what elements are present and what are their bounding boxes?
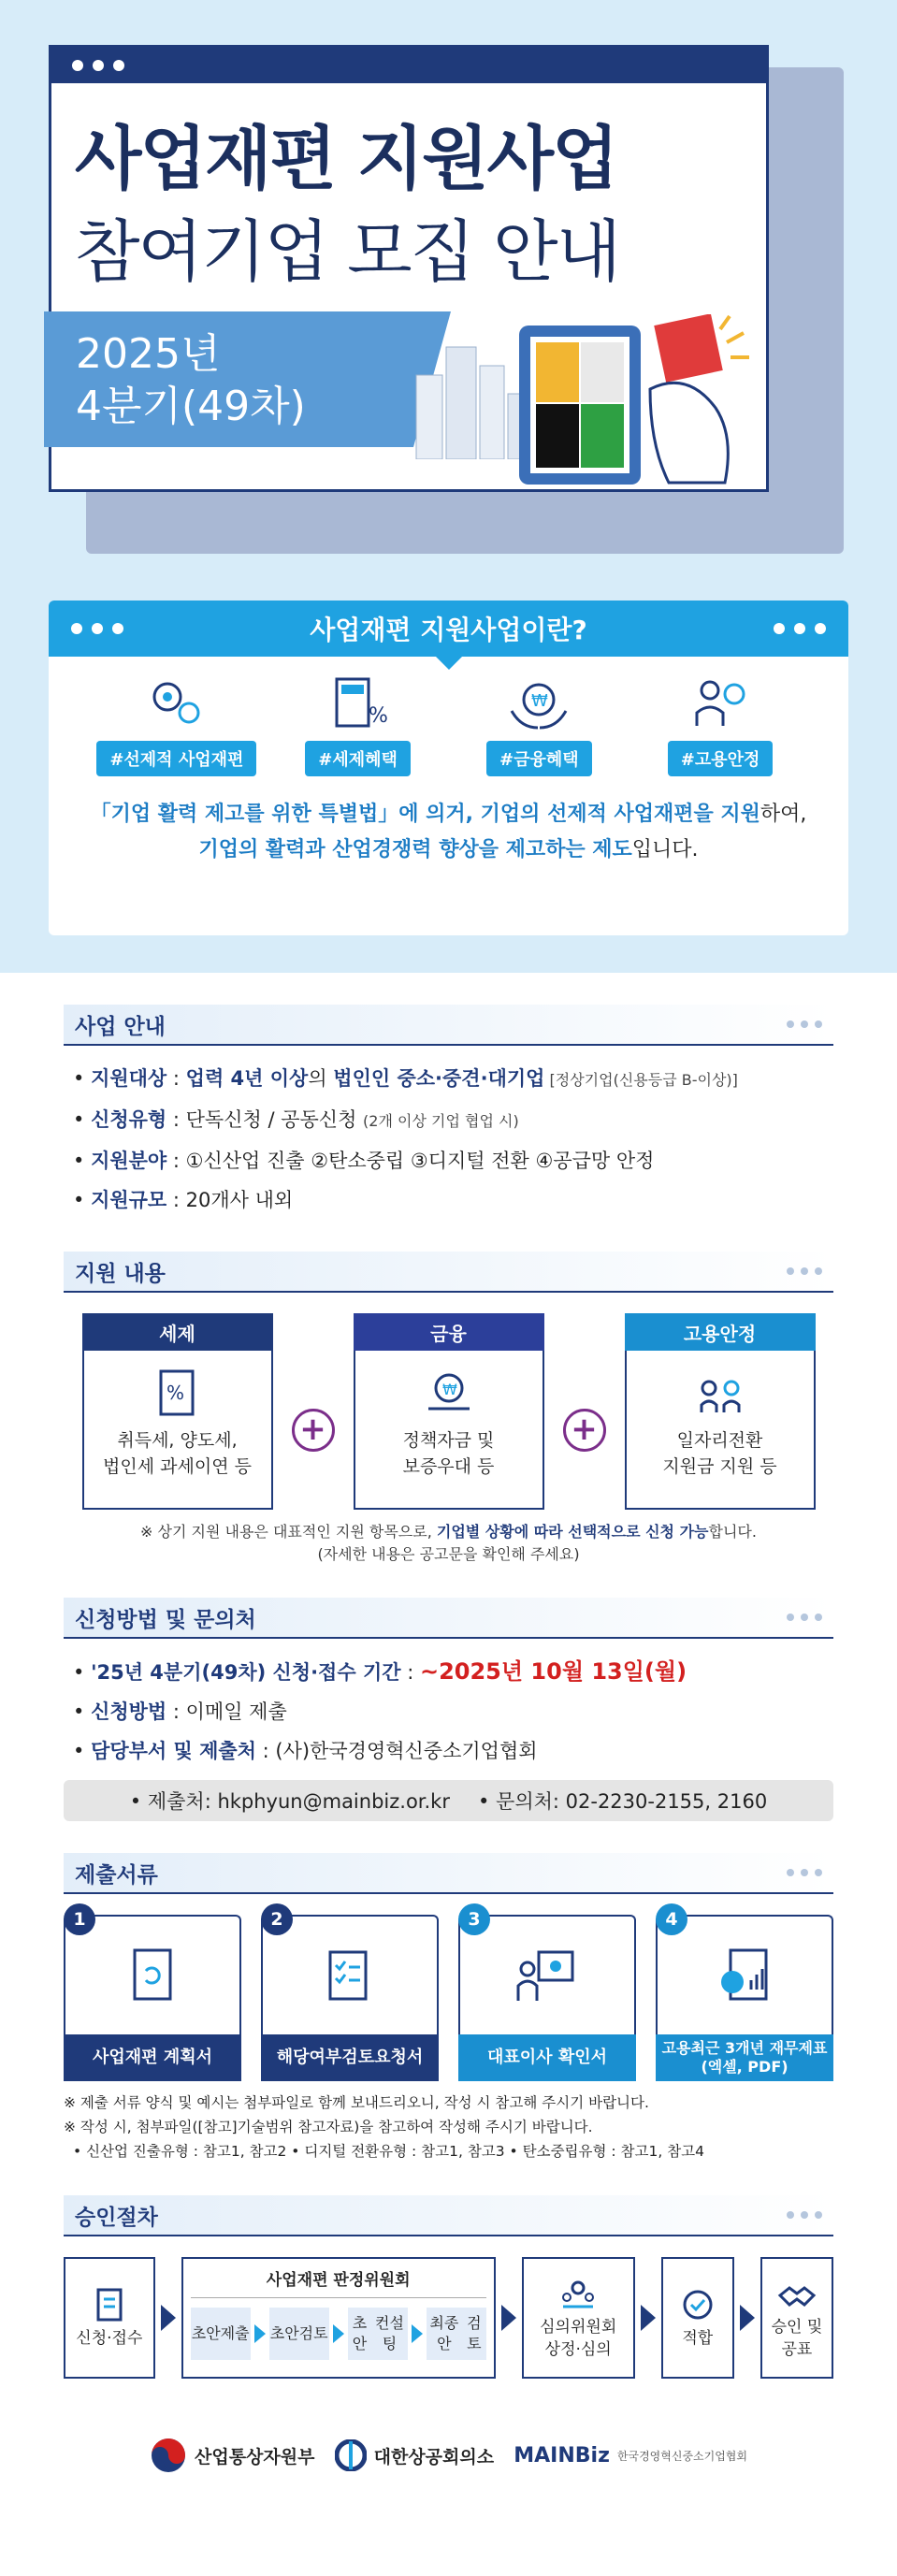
doc-label: 고용최근 3개년 재무제표 (엑셀, PDF) [656,2034,833,2081]
doc-item [458,1909,636,2081]
svg-text:%: % [368,704,388,728]
arrow-icon [740,2305,755,2331]
worker-gear-icon [687,673,753,731]
gears-icon [144,673,210,731]
intro-card [49,601,848,935]
section-process [64,2195,833,2379]
intro-desc-highlight: 기업의 활력과 산업경쟁력 향상을 제고하는 제도 [198,838,632,861]
business-list [64,1046,833,1220]
support-box [625,1351,816,1510]
tag-preemptive [88,673,266,776]
hero-subtitle: 참여기업 모집 안내 [75,212,620,291]
committee-step: 초안 검토 [269,2308,329,2360]
financial-report-icon [712,1943,777,2008]
intro-dots-left [71,623,123,634]
support-text: 지원금 지원 등 [662,1456,777,1477]
chamber-emblem-icon [335,2439,367,2471]
tag-label: #금융혜택 [486,741,592,776]
intro-header [49,601,848,657]
arrow-icon [641,2305,656,2331]
section-support [64,1252,833,1566]
period-quarter: 4분기(49차) [76,383,306,430]
apply-list [64,1639,833,1771]
svg-text:₩: ₩ [441,1381,457,1398]
section-title: 신청방법 및 문의처 [75,1607,256,1632]
money-bag-icon [506,673,571,731]
doc-number: 1 [64,1903,95,1935]
document-refresh-icon [120,1943,185,2008]
header-dots [787,1869,822,1876]
document-hand-icon [89,2286,130,2327]
support-note: ※ 상기 지원 내용은 대표적인 지원 항목으로, 기업별 상황에 따라 선택적으로 신청 가능합니다. (자세한 내용은 공고문을 확인해 주세요) [140,1523,757,1563]
city-skyline-icon [407,328,538,459]
taegeuk-icon [150,2437,187,2474]
people-swap-icon [694,1368,746,1420]
support-finance [354,1313,544,1510]
support-text: 정책자금 및 [402,1430,495,1451]
section-header [64,1598,833,1639]
intro-desc-text: 하여, [760,803,807,826]
committee-title: 사업재편 판정위원회 [191,2266,486,2298]
support-box [82,1351,273,1510]
tag-employment [631,673,809,776]
intro-description [49,797,848,868]
calculator-icon [326,673,391,731]
doc-box [261,1909,439,2034]
arrow-icon [501,2305,516,2331]
support-text: 취득세, 양도세, [117,1430,238,1451]
intro-desc-text: 입니다. [631,838,699,861]
support-tax [82,1313,273,1510]
arrow-icon [333,2324,344,2343]
committee-step: 초안 컨설팅 [348,2308,408,2360]
tag-finance [450,673,628,776]
step-approval: 승인 및 공표 [760,2257,833,2379]
tag-label: #세제혜택 [305,741,411,776]
header-dots [787,1614,822,1621]
presenter-certificate-icon [514,1943,580,2008]
note-line: ※ 작성 시, 첨부파일([참고]기술범위 참고자료)을 참고하여 작성해 주시기 바랍니다. [64,2119,593,2135]
chamber-logo: 대한상공회의소 [335,2439,494,2471]
doc-label: 사업재편 계획서 [64,2034,241,2081]
header-dots [787,1020,822,1028]
committee-box [181,2257,496,2379]
doc-label: 해당여부검토요청서 [261,2034,439,2081]
plus-icon: + [563,1409,606,1452]
list-item: • 지원규모 : 20개사 내외 [73,1189,294,1211]
doc-number: 4 [656,1903,687,1935]
meeting-icon [557,2275,599,2316]
deadline: ~2025년 10월 13일(월) [419,1658,687,1685]
doc-box [656,1909,833,2034]
support-employment [625,1313,816,1510]
header-dots [787,1267,822,1275]
svg-text:%: % [166,1382,184,1404]
list-item: • 신청방법 : 이메일 제출 [73,1700,287,1723]
window-dot-icon [72,60,83,71]
list-item: • '25년 4분기(49차) 신청·접수 기간 : ~2025년 10월 13일(월) [73,1658,687,1685]
hero-card [49,45,769,492]
list-item: • 신청유형 : 단독신청 / 공동신청 (2개 이상 기업 협업 시) [73,1108,519,1131]
arrow-icon [412,2324,423,2343]
doc-label: 대표이사 확인서 [458,2034,636,2081]
arrow-icon [161,2305,176,2331]
intro-desc-highlight: 「기업 활력 제고를 위한 특별법」에 의거, 기업의 선제적 사업재편을 지원 [90,803,760,826]
section-header [64,1005,833,1046]
section-docs [64,1853,833,2164]
section-title: 지원 내용 [75,1261,166,1286]
hero-window-bar [51,48,766,83]
section-business [64,1005,833,1220]
section-header [64,1853,833,1894]
doc-number: 3 [458,1903,490,1935]
tag-tax [269,673,447,776]
tag-label: #선제적 사업재편 [96,741,256,776]
step-review: 심의위원회 상정·심의 [522,2257,635,2379]
window-dot-icon [113,60,124,71]
tag-label: #고용안정 [668,741,774,776]
intro-title: 사업재편 지원사업이란? [310,615,587,645]
document-percent-icon [152,1368,204,1420]
committee-step: 최종안 검토 [427,2308,486,2360]
period-banner [44,311,413,447]
support-columns [64,1313,833,1510]
support-text: 일자리전환 [676,1430,763,1451]
list-item: • 담당부서 및 제출처 : (사)한국경영혁신중소기업협회 [73,1740,538,1762]
note-line: • 신산업 진출유형 : 참고1, 참고2 • 디지털 전환유형 : 참고1, 참고3 • 탄소중립유형 : 참고1, 참고4 [73,2143,705,2160]
doc-number: 2 [261,1903,293,1935]
note-line: ※ 제출 서류 양식 및 예시는 첨부파일로 함께 보내드리오니, 작성 시 참고해 주시기 바랍니다. [64,2094,649,2111]
mainbiz-logo: MAINBiz 한국경영혁신중소기업협회 [514,2443,747,2467]
support-head: 금융 [354,1313,544,1351]
doc-box [64,1909,241,2034]
money-hand-icon [423,1368,475,1420]
support-head: 세제 [82,1313,273,1351]
section-header [64,1252,833,1293]
section-title: 사업 안내 [75,1014,166,1039]
doc-item [64,1909,241,2081]
intro-dots-right [774,623,826,634]
section-header [64,2195,833,2236]
intro-tags [49,657,848,776]
support-box [354,1351,544,1510]
list-item: • 지원대상 : 업력 4년 이상의 법인인 중소·중견·대기업 [정상기업(신용등급 B-이상)] [73,1067,738,1090]
period-year: 2025년 [76,330,221,378]
main-content [0,1005,897,2474]
email-link[interactable]: • 제출처: hkphyun@mainbiz.or.kr [129,1790,450,1813]
support-text: 법인세 과세이연 등 [103,1456,252,1477]
section-apply [64,1598,833,1821]
list-item: • 지원분야 : ①신산업 진출 ②탄소중립 ③디지털 전환 ④공급망 안정 [73,1150,655,1172]
hero-title: 사업재편 지원사업 [75,119,617,199]
contact-box [64,1780,833,1821]
docs-list [64,1909,833,2081]
svg-text:₩: ₩ [531,691,549,711]
section-title: 승인절차 [75,2205,158,2230]
step-suitable: 적합 [661,2257,734,2379]
doc-box [458,1909,636,2034]
check-circle-icon [677,2286,718,2327]
checklist-pen-icon [317,1943,383,2008]
window-dot-icon [93,60,104,71]
docs-notes [64,2091,833,2164]
doc-item [261,1909,439,2081]
section-title: 제출서류 [75,1862,158,1888]
process-flow [64,2257,833,2379]
support-head: 고용안정 [625,1313,816,1351]
step-apply: 신청·접수 [64,2257,155,2379]
plus-icon: + [292,1409,335,1452]
ministry-logo: 산업통상자원부 [150,2437,314,2474]
puzzle-hand-icon [519,314,762,492]
committee-step: 초안 제출 [191,2308,251,2360]
arrow-icon [254,2324,266,2343]
phone-text: • 문의처: 02-2230-2155, 2160 [477,1790,768,1813]
top-section [0,0,897,973]
committee-steps [191,2308,486,2360]
footer [64,2437,833,2474]
support-text: 보증우대 등 [402,1456,495,1477]
handshake-icon [776,2275,817,2316]
header-dots [787,2211,822,2219]
doc-item [656,1909,833,2081]
